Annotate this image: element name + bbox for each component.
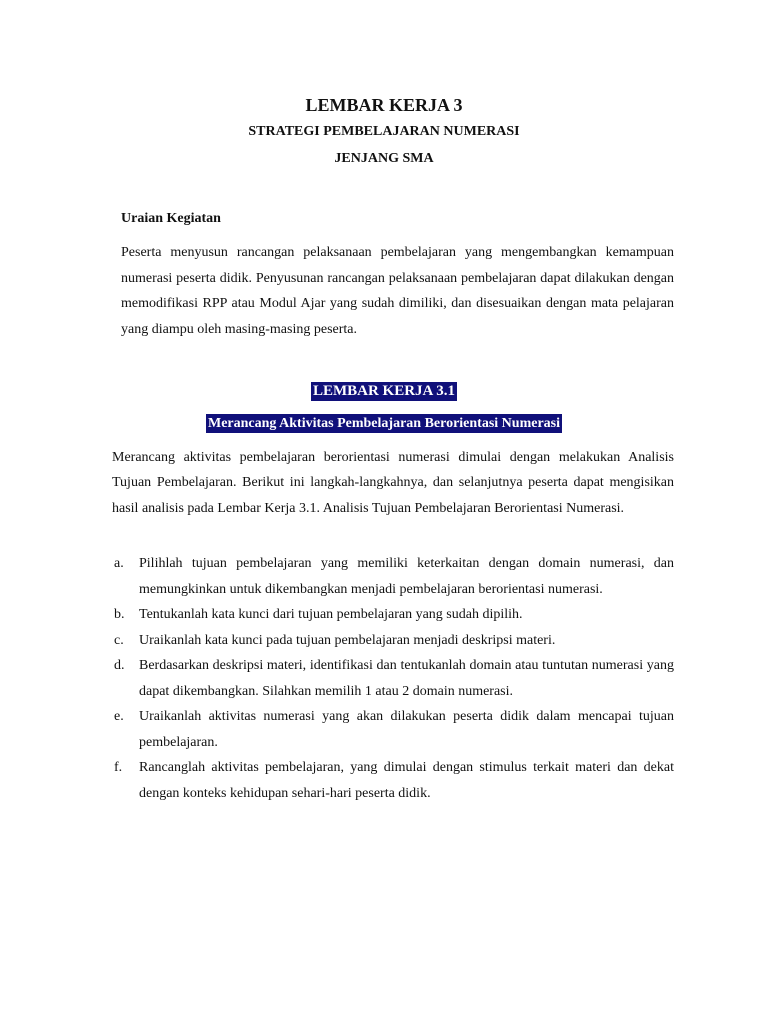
list-marker: a. [114,556,124,571]
worksheet-subtitle: Merancang Aktivitas Pembelajaran Berorientasi Numerasi [207,416,561,431]
page-subtitle: STRATEGI PEMBELAJARAN NUMERASI [248,124,520,139]
page-title: LEMBAR KERJA 3 [305,95,463,115]
worksheet-title-row [0,382,768,401]
list-item [112,602,674,628]
list-marker: b. [114,607,125,622]
steps-list [112,551,674,806]
list-item-text: Berdasarkan deskripsi materi, identifikasi dan tentukanlah domain atau tuntutan numerasi yang dapat dikembangkan. Silahkan memilih 1 atau 2 domain numerasi. [139,658,674,699]
list-marker: e. [114,709,124,724]
list-marker: d. [114,658,125,673]
list-item-text: Tentukanlah kata kunci dari tujuan pembelajaran yang sudah dipilih. [139,607,523,622]
list-marker: f. [114,760,123,775]
list-item [112,704,674,755]
worksheet-title: LEMBAR KERJA 3.1 [312,383,456,399]
list-item-text: Uraikanlah kata kunci pada tujuan pembelajaran menjadi deskripsi materi. [139,632,556,648]
worksheet-subtitle-row [0,414,768,433]
list-item [112,551,674,602]
list-item-text: Pilihlah tujuan pembelajaran yang memiliki keterkaitan dengan domain numerasi, dan memungkinkan untuk dikembangkan menjadi pembelajaran berorientasi numerasi. [139,556,674,597]
list-item [112,755,674,806]
list-item [112,628,674,654]
list-marker: c. [114,632,124,648]
activity-heading: Uraian Kegiatan [121,211,221,226]
list-item [112,653,674,704]
list-item-text: Rancanglah aktivitas pembelajaran, yang dimulai dengan stimulus terkait materi dan dekat dengan konteks kehidupan sehari-hari peserta didik. [139,760,674,801]
list-item-text: Uraikanlah aktivitas numerasi yang akan dilakukan peserta didik dalam mencapai tujuan pembelajaran. [139,709,674,750]
activity-description: Peserta menyusun rancangan pelaksanaan pembelajaran yang mengembangkan kemampuan numerasi peserta didik. Penyusunan rancangan pelaksanaan pembelajaran dapat dilakukan dengan memodifikasi RPP atau Modul Ajar yang sudah dimiliki, dan disesuaikan dengan mata pelajaran yang diampu oleh masing-masing peserta. [121,245,674,337]
worksheet-intro: Merancang aktivitas pembelajaran berorientasi numerasi dimulai dengan melakukan Analisis Tujuan Pembelajaran. Berikut ini langkah-langkahnya, dan selanjutnya peserta dapat mengisikan hasil analisis pada Lembar Kerja 3.1. Analisis Tujuan Pembelajaran Berorientasi Numerasi. [112,450,674,516]
education-level: JENJANG SMA [334,151,434,166]
